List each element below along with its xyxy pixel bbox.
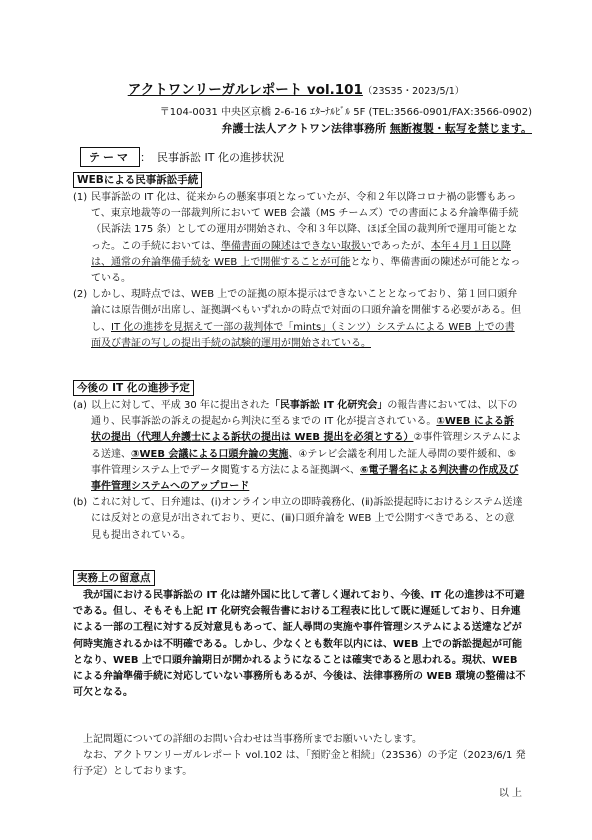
- section-heading-practical-notes: 実務上の留意点: [73, 570, 155, 586]
- firm-name: 弁護士法人アクトワン法律事務所: [221, 122, 387, 135]
- item-text: これに対して、日弁連は、(ⅰ)オンライン申立の即時義務化、(ⅱ)訴訟提起時におけるシステム送達には反対との意見が出されており、更に、(ⅲ)口頭弁論を WEB 上で公開すべきである、との意見も提出されている。: [91, 497, 523, 541]
- footer-line-2: なお、アクトワンリーガルレポート vol.102 は、「預貯金と相続」（23S36）の予定（2023/6/1 発行予定）としております。: [73, 750, 526, 778]
- item-marker: (a): [73, 400, 87, 411]
- item-marker: (2): [73, 289, 88, 301]
- item-bold-text: 「民事訴訟 IT 化研究会」: [269, 400, 388, 411]
- footer-line-1: 上記問題についての詳細のお問い合わせは当事務所までお願いいたします。: [83, 734, 422, 745]
- list-item: [73, 398, 523, 495]
- item-text: ②事件管理システムによる送達、: [91, 432, 522, 460]
- item-text: 民事訴訟の IT 化は、従来からの懸案事項となっていたが、令和２年以降コロナ禍の影響もあって、東京地裁等の一部裁判所において WEB 会議（MS チームズ）での書面による弁論準備手続（民訴法 175 条）としての運用が開始され、令和３年以降、ほぼ全国の裁判所で運用可能となった。この手続においては、: [91, 192, 519, 252]
- item-underlined-text: 準備書面の陳述はできない取扱い: [221, 240, 371, 252]
- item-text: であったが、: [371, 240, 431, 252]
- copyright-notice: 無断複製・転写を禁じます。: [389, 122, 532, 135]
- list-item: [73, 287, 523, 352]
- list-item: [73, 190, 523, 287]
- item-underlined-text: ⑥電子署名による判決書の作成及び事件管理システムへのアップロード: [91, 464, 519, 493]
- section-web-procedure-body: [73, 190, 523, 352]
- theme-label: テーマ: [80, 147, 140, 167]
- item-text: しかし、現時点では、WEB 上での証拠の原本提示はできないこととなっており、第１回口頭弁論には原告側が出席し、証拠調べもいずれかの時点で対面の口頭弁論を開催する必要がある。但し、: [91, 289, 521, 333]
- address-line: 〒104-0031 中央区京橋 2-6-16 ｴﾀｰﾅﾙﾋﾞﾙ 5F (TEL:3566-0901/FAX:3566-0902): [159, 107, 532, 118]
- section-heading-future-plan: 今後の IT 化の進捗予定: [73, 380, 194, 396]
- item-marker: (b): [73, 497, 88, 509]
- theme-row: [80, 147, 284, 167]
- firm-line: [221, 120, 532, 136]
- list-item: [73, 495, 523, 544]
- item-underlined-text: IT 化の進捗を見据えて一部の裁判体で「mints」（ミンツ）システムによる WEB 上での書面及び書証の写しの提出手続の試験的運用が開始されている。: [91, 321, 515, 349]
- item-underlined-text: ①WEB による訴状の提出（代理人弁護士による訴状の提出は WEB 提出を必須とする）: [91, 416, 514, 444]
- item-text: の報告書においては、以下の通り、民事訴訟の訴えの提起から判決に至るまでの IT 化が提言されている。: [91, 400, 518, 428]
- footer-text: [73, 732, 528, 781]
- item-marker: (1): [73, 192, 88, 203]
- theme-value: 民事訴訟 IT 化の進捗状況: [157, 151, 284, 164]
- theme-sep: ：: [140, 151, 151, 164]
- item-text: 、④テレビ会議を利用した証人尋問の要件緩和、⑤事件管理システム上でデータ閲覧する方法による証拠調べ、: [91, 448, 517, 476]
- item-underlined-text: 本年４月１日以降は、通常の弁論準備手続を WEB 上で開催することが可能: [91, 240, 511, 268]
- end-mark: 以 上: [498, 788, 522, 799]
- title-main: アクトワンリーガルレポート vol.101: [127, 82, 363, 98]
- section-practical-notes-body: 我が国における民事訴訟の IT 化は諸外国に比して著しく遅れており、今後、IT 化の進捗は不可避である。但し、そもそも上記 IT 化研究会報告書における工程表に比して既に遅延しており、日弁連による一部の工程に対する反対意見もあって、証人尋問の実施や事件管理システムによる送達などが何時実施されるかは不明確である。しかし、少なくとも数年以内には、WEB 上での訴訟提起が可能となり、WEB 上で口頭弁論期日が開かれるようになることは確実であると思われる。現状、WEB による弁論準備手続に対応していない事務所もあるが、今後は、法律事務所の WEB 環境の整備は不可欠となる。: [73, 590, 526, 699]
- item-text: 以上に対して、平成 30 年に提出された: [91, 400, 270, 411]
- item-text: となり、準備書面の陳述が可能となっている。: [91, 256, 521, 285]
- item-underlined-text: ③WEB 会議による口頭弁論の実施: [131, 448, 289, 460]
- title-sub: （23S35・2023/5/1）: [362, 86, 465, 97]
- section-heading-web-procedure: WEBによる民事訴訟手続: [73, 172, 202, 188]
- report-title: [0, 78, 592, 98]
- section-future-plan-body: [73, 398, 523, 544]
